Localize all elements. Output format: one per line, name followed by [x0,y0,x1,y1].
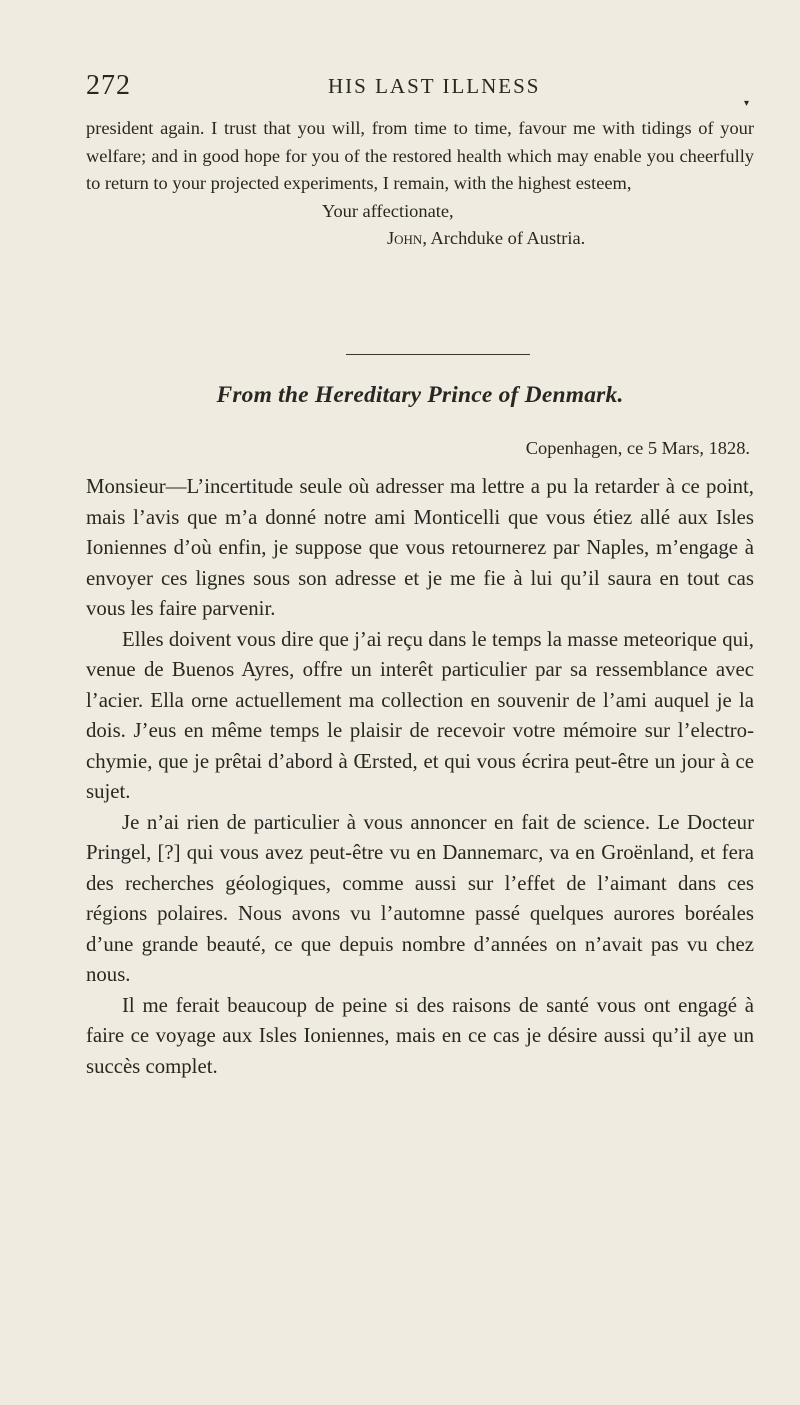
letter-paragraph: Elles doivent vous dire que j’ai reçu dans le temps la masse meteorique qui, venue de Buenos Ayres, offre un interêt particulier par sa ressemblance avec l’acier. Ella orne actuellement ma collection en souvenir de l’ami auquel je la dois. J’eus en même temps le plaisir de recevoir votre mémoire sur l’electro-chymie, que je prêtai d’abord à Œrsted, et qui vous écrira peut-être un jour à ce sujet. [86,627,754,803]
page-number: 272 [86,70,131,101]
printer-speck: ▾ [744,98,750,109]
signer-title: , Archduke of Austria. [422,228,586,248]
letter-paragraph: Je n’ai rien de particulier à vous annoncer en fait de science. Le Docteur Pringel, [?] qui vous avez peut-être vu en Dannemarc, va en Groënland, et fera des recherches géologiques, comme aussi sur l’effet de l’aimant dans ces régions polaires. Nous avons vu l’automne passé quelques aurores boréales d’une grande beauté, ce que depuis nombre d’années on n’avait pas vu chez nous. [86,810,754,986]
signature-line [86,225,754,253]
letter-paragraph: Il me ferait beaucoup de peine si des raisons de santé vous ont engagé à faire ce voyage aux Isles Ioniennes, mais en ce cas je désire aussi qu’il aye un succès complet. [86,993,754,1078]
running-head [86,70,754,110]
dateline: Copenhagen, ce 5 Mars, 1828. [525,438,750,458]
letter-body [86,472,754,1082]
valediction: Your affectionate, [322,200,454,221]
closing-paragraph: president again. I trust that you will, from time to time, favour me with tidings of your welfare; and in good hope for you of the restored health which may enable you cheerfully to return to your projected experiments, I remain, with the highest esteem, [86,118,754,193]
signer-name: John [387,228,423,248]
section-divider [346,354,530,355]
letter-paragraph: Monsieur—L’incertitude seule où adresser ma lettre a pu la retarder à ce point, mais l’avis que m’a donné notre ami Monticelli que vous étiez allé aux Isles Ioniennes d’où enfin, je suppose que vous retournerez par Naples, m’engage à envoyer ces lignes sous son adresse et je me fie à lui qu’il saura en tout cas vous les faire parvenir. [86,475,754,620]
letter-heading: From the Hereditary Prince of Denmark. [216,382,624,408]
running-title: HIS LAST ILLNESS [328,74,541,98]
previous-letter-ending [86,115,754,253]
